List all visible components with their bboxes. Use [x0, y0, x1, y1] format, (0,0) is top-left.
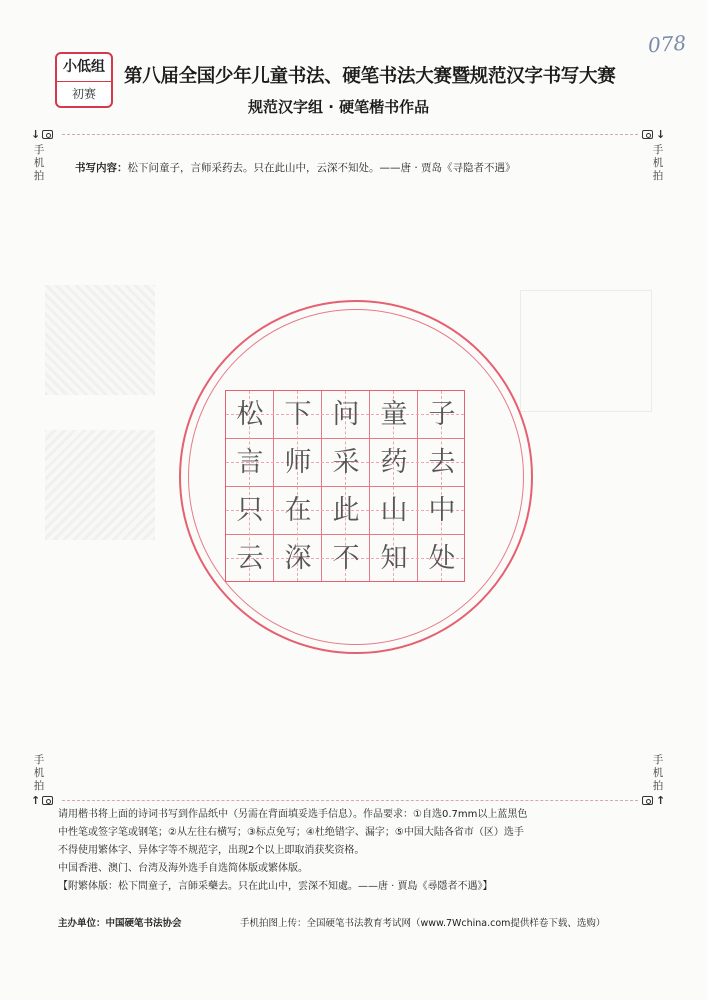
- top-cut-line: [62, 134, 638, 135]
- instruction-line: 中性笔或签字笔或钢笔；②从左往右横写；③标点免写；④杜绝错字、漏字；⑤中国大陆各省市（区）选手: [58, 827, 524, 838]
- camera-icon: [42, 796, 53, 805]
- writing-content-text: 松下问童子，言师采药去。只在此山中，云深不知处。——唐 · 贾岛《寻隐者不遇》: [127, 162, 516, 174]
- grid-char: 去: [428, 447, 456, 478]
- badge-stage-label: 初赛: [71, 87, 96, 101]
- bleed-through-box: [520, 290, 652, 412]
- instruction-line: 中国香港、澳门、台湾及海外选手自选简体版或繁体版。: [58, 863, 308, 874]
- upload-info: 手机拍图上传：全国硬笔书法教育考试网（www.7Wchina.com提供样卷下载、选购）: [240, 918, 606, 929]
- grid-char: 在: [284, 495, 312, 526]
- writing-grid: [225, 390, 465, 582]
- grid-char: 药: [380, 447, 408, 478]
- handwritten-number: 078: [647, 30, 687, 58]
- cut-label-right-top: 手机拍: [652, 144, 664, 182]
- grid-char: 师: [284, 447, 312, 478]
- grid-char: 不: [332, 543, 360, 574]
- grid-char: 中: [428, 495, 456, 526]
- arrow-down-icon: ↓: [31, 128, 41, 141]
- arrow-down-icon: ↓: [656, 128, 666, 141]
- arrow-up-icon: ↑: [656, 794, 666, 807]
- instruction-line: 请用楷书将上面的诗词书写到作品纸中（另需在背面填妥选手信息）。作品要求：①自选0.7mm以上蓝黑色: [58, 809, 528, 820]
- cut-label-left-top: 手机拍: [33, 144, 45, 182]
- grid-char: 处: [428, 543, 456, 574]
- camera-icon: [42, 130, 53, 139]
- grid-char: 云: [236, 543, 264, 574]
- grid-char: 言: [236, 447, 264, 478]
- badge-group-label: 小低组: [57, 54, 111, 82]
- cut-label-right-bottom: 手机拍: [652, 754, 664, 792]
- group-badge: [55, 52, 113, 108]
- bottom-cut-line: [62, 800, 638, 801]
- grid-char: 松: [236, 399, 264, 430]
- cut-label-left-bottom: 手机拍: [33, 754, 45, 792]
- instruction-line: 不得使用繁体字、异体字等不规范字，出现2个以上即取消获奖资格。: [58, 845, 365, 856]
- grid-char: 此: [332, 495, 360, 526]
- camera-icon: [642, 796, 653, 805]
- bleed-through-qr: [45, 285, 155, 395]
- grid-char: 童: [380, 399, 408, 430]
- grid-char: 下: [284, 399, 312, 430]
- page-subtitle: 规范汉字组 · 硬笔楷书作品: [248, 98, 430, 116]
- grid-char: 问: [332, 399, 360, 430]
- writing-content: [75, 160, 516, 175]
- grid-char: 采: [332, 447, 360, 478]
- organizer: 主办单位：中国硬笔书法协会: [58, 918, 182, 929]
- instruction-line: 【附繁体版：松下問童子，言師采藥去。只在此山中，雲深不知處。——唐 · 賈島《尋隱者不遇》】: [58, 881, 493, 892]
- grid-char: 山: [380, 495, 408, 526]
- grid-char: 子: [428, 399, 456, 430]
- page-title: 第八届全国少年儿童书法、硬笔书法大赛暨规范汉字书写大赛: [124, 66, 616, 87]
- instructions: [58, 806, 663, 896]
- arrow-up-icon: ↑: [31, 794, 41, 807]
- grid-char: 知: [380, 543, 408, 574]
- grid-char: 深: [284, 543, 312, 574]
- camera-icon: [642, 130, 653, 139]
- grid-char: 只: [236, 495, 264, 526]
- writing-content-label: 书写内容：: [75, 162, 128, 174]
- bleed-through-qr: [45, 430, 155, 540]
